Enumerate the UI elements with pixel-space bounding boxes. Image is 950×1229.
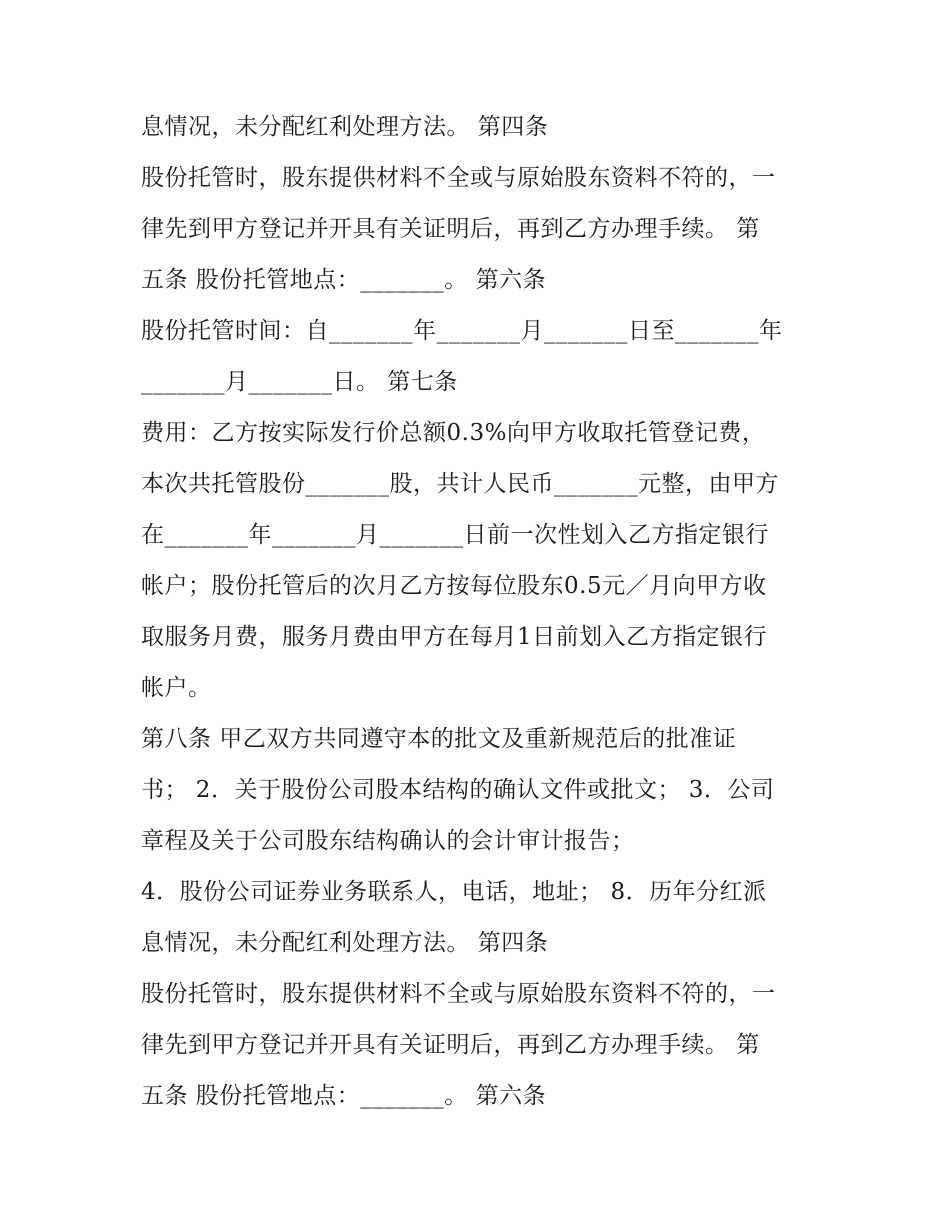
text-line: 本次共托管股份_______股，共计人民币_______元整，由甲方: [141, 471, 779, 497]
text-line: 4．股份公司证券业务联系人，电话，地址； 8．历年分红派: [141, 879, 767, 905]
text-line: 五条 股份托管地点：_______。 第六条: [141, 1083, 547, 1109]
text-line: 帐户。: [141, 675, 212, 701]
text-line: 股份托管时，股东提供材料不全或与原始股东资料不符的，一: [141, 981, 776, 1007]
text-line: 五条 股份托管地点：_______。 第六条: [141, 267, 547, 293]
text-line: 在_______年_______月_______日前一次性划入乙方指定银行: [141, 522, 769, 548]
text-line: 第八条 甲乙双方共同遵守本的批文及重新规范后的批准证: [141, 726, 737, 752]
text-line: 律先到甲方登记并开具有关证明后，再到乙方办理手续。 第: [141, 216, 760, 242]
text-line: 取服务月费，服务月费由甲方在每月1日前划入乙方指定银行: [141, 624, 768, 650]
text-line: 章程及关于公司股东结构确认的会计审计报告；: [141, 828, 635, 854]
text-line: 帐户；股份托管后的次月乙方按每位股东0.5元／月向甲方收: [141, 573, 767, 599]
text-line: 费用：乙方按实际发行价总额0.3%向甲方收取托管登记费，: [141, 420, 766, 446]
text-line: _______月_______日。 第七条: [141, 369, 458, 395]
text-line: 律先到甲方登记并开具有关证明后，再到乙方办理手续。 第: [141, 1032, 760, 1058]
text-line: 股份托管时间：自_______年_______月_______日至_______年: [141, 318, 783, 344]
text-line: 息情况，未分配红利处理方法。 第四条: [141, 930, 549, 956]
text-line: 息情况，未分配红利处理方法。 第四条: [141, 114, 549, 140]
document-body: [141, 102, 841, 1122]
text-line: 股份托管时，股东提供材料不全或与原始股东资料不符的，一: [141, 165, 776, 191]
text-line: 书； 2．关于股份公司股本结构的确认文件或批文； 3．公司: [141, 777, 775, 803]
